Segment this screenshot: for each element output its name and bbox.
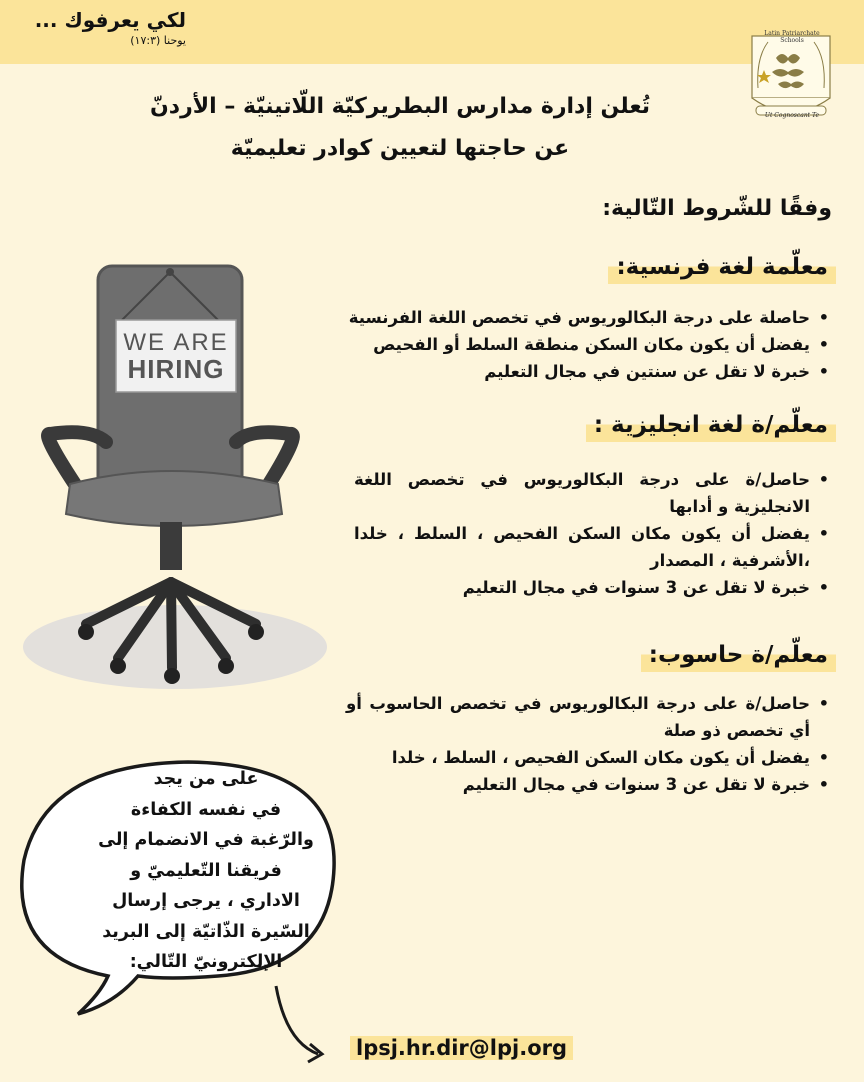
section-title-english: معلّم/ة لغة انجليزية : <box>586 410 836 442</box>
verse-block <box>26 8 186 47</box>
french-requirements <box>332 304 832 385</box>
conditions-intro: وفقًا للشّروط التّالية: <box>602 196 832 221</box>
list-item: • يفضل أن يكون مكان السكن الفحيص ، السلط ، خلدا <box>346 744 832 771</box>
bubble-line: الإلكترونيّ التّالي: <box>129 952 283 972</box>
list-item: • يفضل أن يكون مكان السكن منطقة السلط أو الفحيص <box>332 331 832 358</box>
bubble-line: السّيرة الذّاتيّة إلى البريد <box>102 921 310 942</box>
english-requirements <box>354 466 832 601</box>
title-line-1: تُعلن إدارة مدارس البطريركيّة اللّاتينيّة – الأردنّ <box>150 94 650 119</box>
office-chair-illustration <box>20 262 330 694</box>
computer-requirements <box>346 690 832 798</box>
chair-seat <box>66 471 282 526</box>
title-line-2: عن حاجتها لتعيين كوادر تعليميّة <box>230 136 570 161</box>
list-item: • حاصلة على درجة البكالوريوس في تخصص اللغة الفرنسية <box>332 304 832 331</box>
announcement-title <box>90 86 710 170</box>
list-item: • خبرة لا تقل عن 3 سنوات في مجال التعليم <box>346 771 832 798</box>
list-item: • خبرة لا تقل عن سنتين في مجال التعليم <box>332 358 832 385</box>
sign-line-2: HIRING <box>127 354 225 384</box>
section-title-computer: معلّم/ة حاسوب: <box>641 640 836 672</box>
logo-name: Latin Patriarchate Schools <box>764 30 820 44</box>
list-item: • حاصل/ة على درجة البكالوريوس في تخصص اللغة الانجليزية و أدابها <box>354 466 832 520</box>
list-item: • خبرة لا تقل عن 3 سنوات في مجال التعليم <box>354 574 832 601</box>
bubble-line: الاداري ، يرجى إرسال <box>112 891 300 911</box>
bubble-line: فريقنا التّعليميّ و <box>130 860 282 881</box>
contact-email-link[interactable]: lpsj.hr.dir@lpj.org <box>350 1036 573 1060</box>
sign-line-1: WE ARE <box>123 329 229 356</box>
logo-motto: Ut Cognoscant Te <box>764 112 820 119</box>
bubble-line: والرّغبة في الانضمام إلى <box>98 830 314 850</box>
verse-text: لكي يعرفوك ... <box>34 8 186 32</box>
application-instructions <box>86 764 326 978</box>
verse-reference: يوحنا (١٧:٣) <box>130 34 186 47</box>
list-item: • حاصل/ة على درجة البكالوريوس في تخصص الحاسوب أو أي تخصص ذو صلة <box>346 690 832 744</box>
list-item: • يفضل أن يكون مكان السكن الفحيص ، السلط ، خلدا ،الأشرفية ، المصدار <box>354 520 832 574</box>
chair-post <box>160 522 182 570</box>
bubble-line: على من يجد <box>153 769 259 789</box>
bubble-line: في نفسه الكفاءة <box>130 799 282 820</box>
section-title-french: معلّمة لغة فرنسية: <box>608 252 836 284</box>
